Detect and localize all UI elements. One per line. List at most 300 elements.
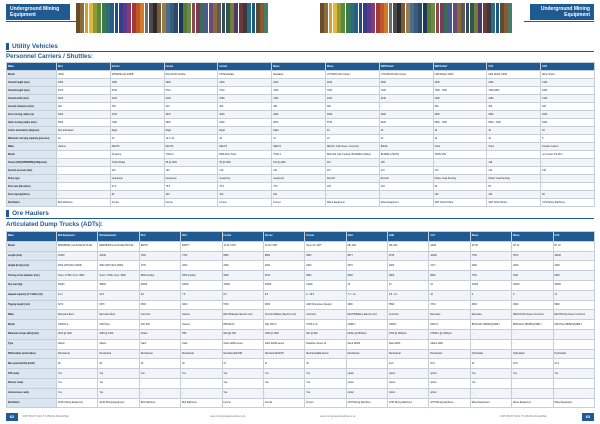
column-header: UVS xyxy=(541,63,595,71)
table-row xyxy=(7,79,595,87)
table-cell: 6370 xyxy=(57,87,111,95)
table-cell: UTV230/C Mini Carrier xyxy=(325,71,379,79)
table-cell: 10000 xyxy=(470,280,511,290)
table-row xyxy=(7,388,595,398)
table-cell: 16 xyxy=(110,135,164,143)
table-cell: 6270 xyxy=(57,300,98,310)
table-cell: 128 xyxy=(487,159,541,167)
table-cell: Parker Load Sensing xyxy=(433,175,487,183)
table-cell: Miner Sprint xyxy=(541,71,595,79)
table-cell: 7200 xyxy=(139,251,180,261)
table-cell: TCD2.0 xyxy=(164,151,218,159)
table-row xyxy=(7,329,595,339)
table-cell: Smith Mining Equipment xyxy=(57,398,98,408)
table-cell: 8677 xyxy=(346,251,387,261)
table-cell: 2600 (ADT)/SL0 (2500) xyxy=(98,261,139,271)
table-cell: Rigid xyxy=(218,127,272,135)
brand-rule-right xyxy=(524,21,594,22)
website-right[interactable]: www.miningmagazineafrica.co.za xyxy=(320,415,356,418)
column-header: Fermel xyxy=(263,232,304,242)
table-row xyxy=(7,280,595,290)
table-cell: 7.7 - 12 xyxy=(346,290,387,300)
table-cell: 18.8 xyxy=(512,359,553,369)
table-cell: - xyxy=(57,191,111,199)
table-cell: 3500 xyxy=(139,300,180,310)
table-cell: 24.0 xyxy=(388,359,429,369)
table-cell: 40 xyxy=(379,127,433,135)
table-cell: 300 xyxy=(325,103,379,111)
table-cell: QSB6.7 xyxy=(346,320,387,330)
table-row xyxy=(7,95,595,103)
table-cell: - xyxy=(470,339,511,349)
column-header: GHH xyxy=(388,232,429,242)
table-cell: Rigid xyxy=(272,127,326,135)
column-header: Miseo xyxy=(512,232,553,242)
row-label: Differentials (and brakes) xyxy=(7,349,57,359)
column-header: Make xyxy=(7,63,57,71)
table-cell: Allison xyxy=(57,339,98,349)
table-cell: Mercedes xyxy=(429,310,470,320)
table-cell: 103 xyxy=(325,183,379,191)
table-cell: 23 xyxy=(470,359,511,369)
table-cell: Various xyxy=(181,320,222,330)
table-cell: Gearpump xyxy=(272,175,326,183)
table-cell: 6400 xyxy=(541,87,595,95)
table-cell: 2160 xyxy=(541,79,595,87)
table-cell: Volvo xyxy=(487,143,541,151)
row-label: Overall height (mm) xyxy=(7,79,57,87)
category-tab[interactable] xyxy=(508,3,512,33)
row-label: Maximum torque (Nm@rpm) xyxy=(7,329,57,339)
table-cell: Yes xyxy=(305,378,346,388)
column-header: Make xyxy=(7,232,57,242)
column-header: GHH xyxy=(346,232,387,242)
table-cell: 25.2 xyxy=(429,359,470,369)
table-cell: 2400 xyxy=(218,79,272,87)
table-cell: RHMA/MA-20-3/ARB xyxy=(110,71,164,79)
table-row xyxy=(7,159,595,167)
table-cell: Mechanical xyxy=(429,349,470,359)
table-cell: 21.6 xyxy=(553,359,594,369)
table-cell: 5710 xyxy=(164,87,218,95)
table-cell: Rigid xyxy=(110,127,164,135)
table-cell: Yes xyxy=(222,369,263,379)
table-cell: RT 22 xyxy=(512,241,553,251)
table-cell: FK/Shuttle/Ele xyxy=(218,71,272,79)
table-cell: Fermel xyxy=(222,398,263,408)
table-cell: Outer: 17300, Inner: 9600 xyxy=(98,271,139,281)
column-header: CAT xyxy=(429,232,470,242)
row-label: Fuel capacity(litres) xyxy=(7,191,57,199)
table-cell: 2040 xyxy=(325,79,379,87)
table-cell: Yes xyxy=(222,378,263,388)
table-cell: 28 xyxy=(57,359,98,369)
table-cell: LRM Mobile VR20 xyxy=(433,71,487,79)
table-cell: 71kW (Peak) xyxy=(110,159,164,167)
table-cell: 28 xyxy=(98,359,139,369)
category-tab[interactable] xyxy=(264,3,268,33)
table-cell: Mechanical xyxy=(57,349,98,359)
table-cell: 6 - 10.5 xyxy=(305,290,346,300)
row-label: Remote ready xyxy=(7,378,57,388)
table-row xyxy=(7,167,595,175)
table-cell: 5500 xyxy=(57,119,111,127)
table-cell: option xyxy=(429,369,470,379)
table-cell: 35000 xyxy=(98,280,139,290)
table-cell: Bird Machines xyxy=(181,398,222,408)
table-cell: Non articulated xyxy=(57,127,111,135)
row-label: System pressure (bar) xyxy=(7,167,57,175)
table-cell: 7020 xyxy=(325,87,379,95)
table-cell: 5870 xyxy=(272,119,326,127)
table-cell: Outer: 17300, Inner: 9600 xyxy=(57,271,98,281)
table-cell: Mercedes Benz xyxy=(98,310,139,320)
table-cell: 2100 xyxy=(110,95,164,103)
table-cell: 8110 xyxy=(512,271,553,281)
table-cell: 1700 xyxy=(139,261,180,271)
table-cell: Miseo Equipment xyxy=(553,398,594,408)
column-header: Fermel xyxy=(110,63,164,71)
table-cell: 320 xyxy=(541,103,595,111)
table-cell: DEUTZ xyxy=(218,143,272,151)
table-cell: 7000 xyxy=(110,119,164,127)
table-cell: SMT Scharf Africa xyxy=(487,199,541,207)
table-cell: 5800 - 7200 xyxy=(433,119,487,127)
table-cell: - xyxy=(512,388,553,398)
table-cell: - xyxy=(541,159,595,167)
brand-label-left: Underground Mining Equipment xyxy=(6,4,70,20)
table-cell: 7700 xyxy=(470,251,511,261)
table-cell: - xyxy=(541,183,595,191)
table-cell: (Custom) xyxy=(110,151,164,159)
column-header: Miseo xyxy=(272,63,326,71)
table-cell: SMT Scharf Africa xyxy=(433,199,487,207)
table-row xyxy=(7,87,595,95)
page-number-left: 62 xyxy=(6,413,18,421)
table-cell: Yes xyxy=(98,388,139,398)
row-label: Inner turning radius (m) xyxy=(7,111,57,119)
table-row xyxy=(7,199,595,207)
table-cell: OM471 xyxy=(388,320,429,330)
table-cell: - xyxy=(57,167,111,175)
table-cell: Rhino/SUV Flexible xyxy=(164,71,218,79)
table-cell: TCD4.1 xyxy=(272,151,326,159)
table-cell: Miseo Equipment xyxy=(512,398,553,408)
column-header: Bird xyxy=(181,232,222,242)
table-cell: 7700 xyxy=(181,251,222,261)
table-cell: 2180 xyxy=(487,95,541,103)
table-cell: Hydrostatic xyxy=(512,349,553,359)
table-row xyxy=(7,251,595,261)
table-cell: Dana 36000 xyxy=(346,339,387,349)
table-cell: - xyxy=(139,388,180,398)
table-cell: 320 xyxy=(57,103,111,111)
table-cell: 2800 xyxy=(433,111,487,119)
table-cell: 16 xyxy=(487,135,541,143)
row-label: Model xyxy=(7,320,57,330)
table-cell: 290 xyxy=(272,103,326,111)
row-label: Length (mm) xyxy=(7,251,57,261)
table-cell: Hydrostatic xyxy=(470,349,511,359)
table-cell: 8950 xyxy=(222,251,263,261)
table-cell: 75.5 xyxy=(164,183,218,191)
table-cell: - xyxy=(57,183,111,191)
table-cell: BF6L2011 Turbo xyxy=(218,151,272,159)
table-cell: 20000 xyxy=(139,280,180,290)
table-cell: 105 xyxy=(379,159,433,167)
table-cell: 170 xyxy=(379,167,433,175)
table-cell: 6740 xyxy=(218,87,272,95)
table-cell: 4260 (Pumpover Design) xyxy=(305,300,346,310)
table-cell: OM471LA xyxy=(57,320,98,330)
table-cell: 6200 xyxy=(218,119,272,127)
table-cell: 3300 xyxy=(57,111,111,119)
table-cell: 210 xyxy=(110,167,164,175)
table-cell: 3250 xyxy=(325,111,379,119)
table-cell: 115 @ 2300 xyxy=(272,159,326,167)
table-cell: 210 xyxy=(272,167,326,175)
table-cell: 12 or 16 xyxy=(164,135,218,143)
table-cell: 22 xyxy=(429,280,470,290)
table-cell: 40 xyxy=(433,127,487,135)
table-cell: Clark xyxy=(181,339,222,349)
table-cell: Yes xyxy=(305,369,346,379)
table-cell: 2180 xyxy=(433,95,487,103)
table-cell: 6700 xyxy=(263,271,304,281)
section-divider xyxy=(6,218,594,219)
column-header: Bell Equipment xyxy=(98,232,139,242)
table-cell: Miseo Equipment xyxy=(379,199,433,207)
table-cell: BF4L914 (Life-Cooled), BF4M2012 (Water) xyxy=(325,151,379,159)
table-cell: Yes xyxy=(98,369,139,379)
table-cell: 3670 xyxy=(164,111,218,119)
table-cell: - xyxy=(512,339,553,349)
table-cell: - xyxy=(470,329,511,339)
brand-rule-left xyxy=(6,21,76,22)
row-label: Outer turning radius (mm) xyxy=(7,119,57,127)
table-cell: Gearpump xyxy=(164,175,218,183)
table-cell: - xyxy=(487,151,541,159)
table-cell: Cummins/Battery Electric mod xyxy=(263,310,304,320)
table-cell: option xyxy=(429,378,470,388)
table-cell: 21 xyxy=(263,359,304,369)
column-header: Fermel xyxy=(164,63,218,71)
website-left[interactable]: www.miningmagazineafrica.co.za xyxy=(210,415,246,418)
table-cell: 3020 xyxy=(218,111,272,119)
table-cell: 4000 xyxy=(181,300,222,310)
table-cell: 4800 xyxy=(470,300,511,310)
table-cell: Mercedes Benz xyxy=(57,310,98,320)
table-cell: 2250 xyxy=(487,79,541,87)
table-cell: Dualdrive Series 12 xyxy=(305,339,346,349)
table-cell: 21 xyxy=(222,359,263,369)
table-cell: Yes xyxy=(263,378,304,388)
table-cell: 1900 xyxy=(164,79,218,87)
table-row xyxy=(7,339,595,349)
row-label: Centre articulation (degrees) xyxy=(7,127,57,135)
table-cell: 5930 xyxy=(164,119,218,127)
table-cell: Dana 6000 xyxy=(388,339,429,349)
table-cell: 4700 xyxy=(110,111,164,119)
table-cell: - xyxy=(512,378,553,388)
table-cell: 3740 xyxy=(429,300,470,310)
row-label: Maximum carrying capacity (persons) xyxy=(7,135,57,143)
table-cell: 55 @ 2300 xyxy=(164,159,218,167)
table-cell: 12 xyxy=(272,135,326,143)
table-cell: GHH Mining Machines xyxy=(429,398,470,408)
table-cell: 16.5 xyxy=(98,290,139,300)
row-label: Pay load (kg) xyxy=(7,280,57,290)
table-cell: BF6L914C xyxy=(222,320,263,330)
table-cell: option xyxy=(388,388,429,398)
row-label: FSS ready xyxy=(7,369,57,379)
table-cell: 10 xyxy=(429,290,470,300)
table-cell: 5400 xyxy=(379,119,433,127)
copyright-right: COPYRIGHT 2021 TO MINING MAGAZINE xyxy=(500,415,547,418)
table-cell: Koustin Custom xyxy=(541,143,595,151)
table-cell: 2100 @ 1300 xyxy=(57,329,98,339)
table-cell: 10200 xyxy=(553,251,594,261)
table-cell: Mechanical xyxy=(139,349,180,359)
table-cell: Rigid xyxy=(164,127,218,135)
table-cell: 80 xyxy=(110,191,164,199)
table-cell: 2600 xyxy=(272,111,326,119)
table-cell: 75.5 xyxy=(272,183,326,191)
subsection-title: Articulated Dump Trucks (ADTs): xyxy=(6,221,103,228)
section-divider xyxy=(6,51,594,52)
row-label: Type xyxy=(7,339,57,349)
row-label: Flow rate (litres/min) xyxy=(7,183,57,191)
section-marker xyxy=(6,210,9,217)
table-cell: 55 xyxy=(487,183,541,191)
table-cell: 13.4 xyxy=(57,290,98,300)
row-label: Power (KW@RPM/RPM@kW/power) xyxy=(7,159,57,167)
table-cell: Fermel xyxy=(272,199,326,207)
column-header: UVS xyxy=(553,232,594,242)
table-cell: Allison 4000 xyxy=(429,339,470,349)
table-cell: UTV230/C/N Mini Carrier xyxy=(379,71,433,79)
table-cell: B30D/B40D Low-Profile/4T4S Mk xyxy=(98,241,139,251)
table-cell: Clark xyxy=(139,339,180,349)
row-label: Height (body) (mm) xyxy=(7,261,57,271)
row-label: Model xyxy=(7,151,57,159)
table-row xyxy=(7,175,595,183)
table-row xyxy=(7,349,595,359)
table-cell: Mechanical xyxy=(346,349,387,359)
table-cell: Various xyxy=(57,143,111,151)
column-header: UVS xyxy=(487,63,541,71)
table-cell: - xyxy=(57,159,111,167)
table-cell: 100 xyxy=(487,191,541,199)
table-cell: 55 @ 2300 xyxy=(218,159,272,167)
top-banner xyxy=(0,0,600,36)
table-cell: 2000 xyxy=(470,261,511,271)
table-cell: 2177 xyxy=(429,261,470,271)
column-header: Fermel xyxy=(305,232,346,242)
page-footer xyxy=(0,412,600,424)
table-row xyxy=(7,359,595,369)
table-cell: Mohler @1500rpm xyxy=(346,329,387,339)
table-cell: 2020 xyxy=(57,95,111,103)
table-cell: 30000 xyxy=(553,280,594,290)
table-cell: 9735 xyxy=(388,251,429,261)
ore-haulers-table xyxy=(6,231,595,408)
table-cell: B20TH xyxy=(139,241,180,251)
table-cell: QSL 300 xyxy=(139,320,180,330)
table-cell: - xyxy=(433,159,487,167)
table-cell: 300 xyxy=(218,103,272,111)
column-header: Fermel xyxy=(222,232,263,242)
table-cell: 2200 xyxy=(181,261,222,271)
table-row xyxy=(7,290,595,300)
table-cell: 9950 xyxy=(305,251,346,261)
table-cell: 90 xyxy=(541,191,595,199)
section-marker xyxy=(6,43,9,50)
table-cell: Volvo xyxy=(433,143,487,151)
table-cell: 10430 xyxy=(98,251,139,261)
table-cell: 6370 xyxy=(98,300,139,310)
table-cell: Yes xyxy=(139,369,180,379)
table-cell: 9 xyxy=(470,290,511,300)
table-row xyxy=(7,271,595,281)
column-header: Miseo xyxy=(325,63,379,71)
table-cell: Cummins xyxy=(305,310,346,320)
table-cell: 2100 xyxy=(541,95,595,103)
table-cell: 2380 xyxy=(218,95,272,103)
table-cell: Smith Mining Equipment xyxy=(98,398,139,408)
table-cell: 18 xyxy=(218,135,272,143)
table-cell: 310 xyxy=(164,103,218,111)
table-cell: Mechanical/SAHR xyxy=(263,349,304,359)
table-cell: Mechanical/SAHR xyxy=(222,349,263,359)
table-cell: TCD6.1 L6 xyxy=(305,320,346,330)
table-cell: Miseo Equipment xyxy=(325,199,379,207)
table-cell: Fermel xyxy=(305,398,346,408)
brand-label-right: Underground Mining Equipment xyxy=(530,4,594,20)
table-row xyxy=(7,103,595,111)
table-cell: 2250 xyxy=(433,79,487,87)
table-cell: Clark 32000 series xyxy=(263,339,304,349)
table-cell: 40 xyxy=(325,127,379,135)
table-cell: 8600 xyxy=(429,271,470,281)
table-cell: DEUTZ/Engine Electric mod xyxy=(222,310,263,320)
table-cell: DEUTZ/Battery Electric mod xyxy=(346,310,387,320)
table-cell: 20 xyxy=(433,135,487,143)
table-row xyxy=(7,119,595,127)
table-cell: - xyxy=(57,175,111,183)
table-cell: 2750Nm @ 1300rpm xyxy=(429,329,470,339)
section-utility-heading xyxy=(6,42,58,50)
row-label: Autonomous ready xyxy=(7,388,57,398)
table-cell: 6400 xyxy=(346,271,387,281)
table-cell: 2600 (ADT)/SL0 (2500) xyxy=(57,261,98,271)
table-cell: GHH Mining Machines xyxy=(346,398,387,408)
table-cell: - xyxy=(346,359,387,369)
table-cell: 8450 (Inside) xyxy=(181,271,222,281)
table-cell: Fermel xyxy=(164,199,218,207)
table-cell: 20 xyxy=(139,359,180,369)
table-cell: BF6L914C (BDMP)/QSB6.7 xyxy=(512,320,553,330)
table-cell: 100 xyxy=(164,191,218,199)
row-label: Model xyxy=(7,71,57,79)
table-cell: 20 xyxy=(57,135,111,143)
category-tabs-right xyxy=(320,3,512,33)
table-cell: 1800 xyxy=(305,261,346,271)
table-cell: Clark 12000 series xyxy=(222,339,263,349)
table-cell: LRM Mobile VR30 xyxy=(487,71,541,79)
table-cell: 100 xyxy=(218,191,272,199)
table-cell: 6000 xyxy=(222,271,263,281)
